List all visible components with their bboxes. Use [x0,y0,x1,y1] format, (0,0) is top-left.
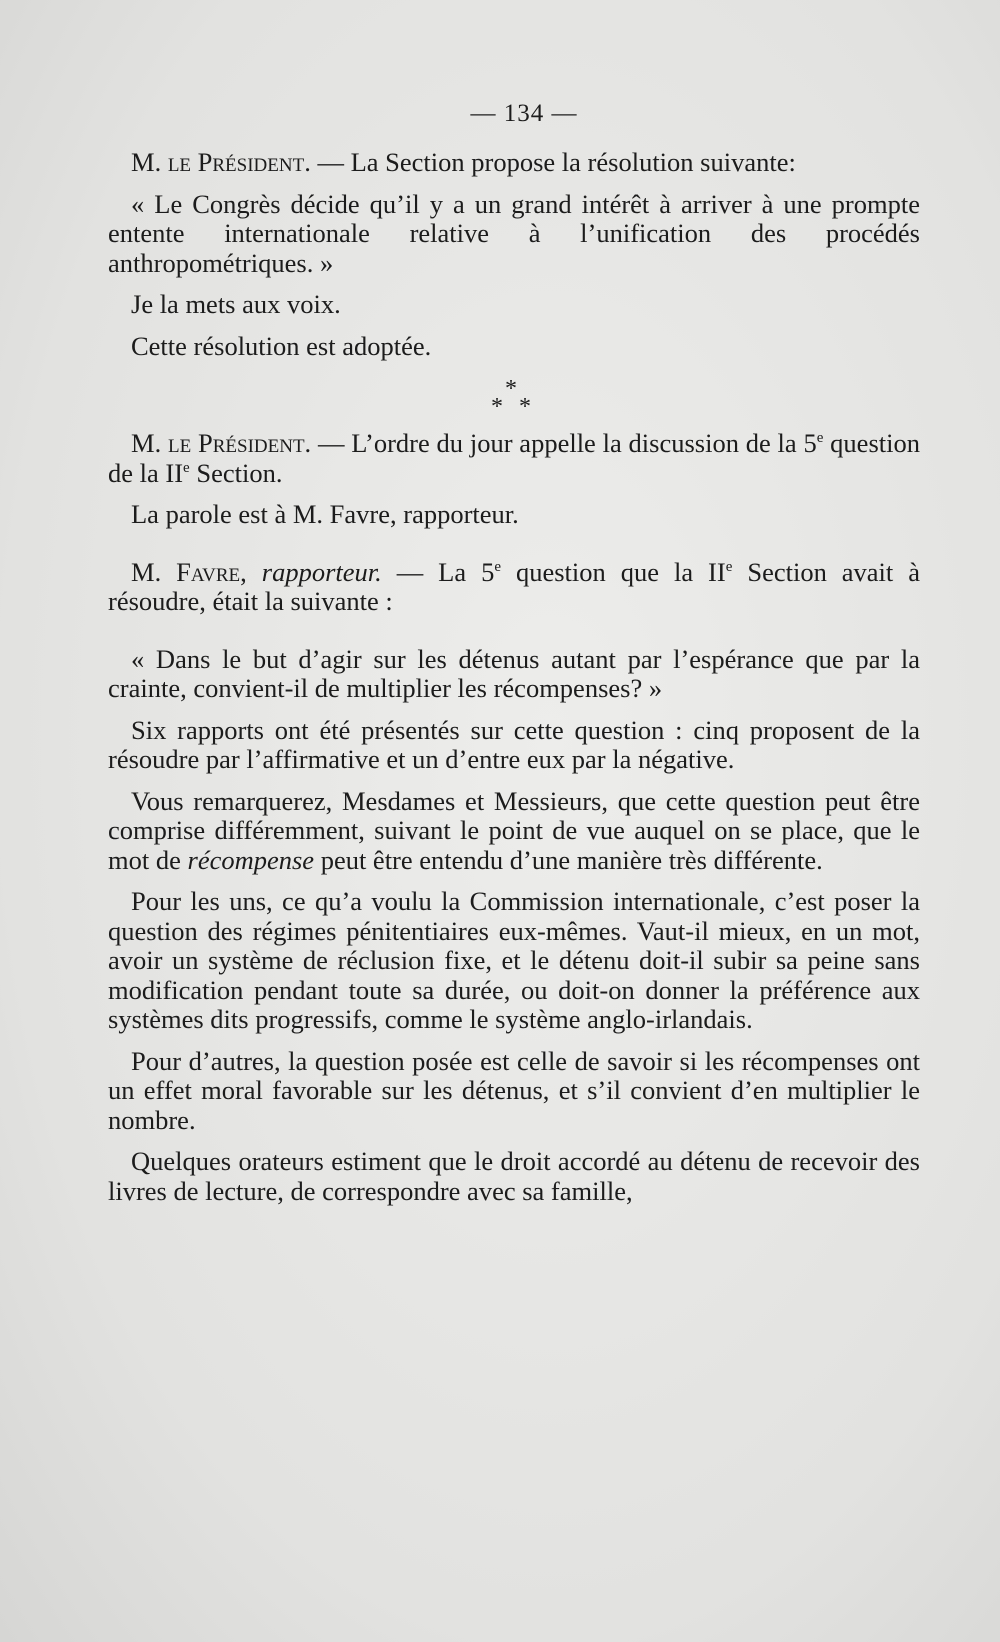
paragraph-vote-call: Je la mets aux voix. [131,289,341,319]
section-asterism [108,375,920,423]
paragraph-for-others: Pour d’autres, la question posée est celle de savoir si les récompenses ont un effet moral favorable sur les détenus, et s’il convient d’en multiplier le nombre. [108,1045,920,1135]
speaker-name: M. Favre, [131,556,247,587]
paragraph-floor-to-favre: La parole est à M. Favre, rapporteur. [131,499,519,529]
emphasis-word: récompense [187,844,315,875]
paragraph-text: — La Section propose la résolution suivante: [310,147,796,177]
paragraph-order-of-day: M. le Président. — L’ordre du jour appelle la discussion de la 5e question de la IIe Section. [108,428,920,488]
speaker-name: M. le Président. [131,428,312,458]
asterisk-right: * [519,394,531,420]
asterisk-left: * [491,394,503,420]
paragraph-some-speakers: Quelques orateurs estiment que le droit accordé au détenu de recevoir des livres de lecture, de correspondre avec sa famille, [108,1146,920,1206]
speaker-role: rapporteur. [246,556,382,587]
paragraph-favre-report: M. Favre, rapporteur. — La 5e question que la IIe Section avait à résoudre, était la suivante : [108,556,921,616]
speaker-name: M. le Président. [131,147,311,177]
page-number: — 134 — [470,100,578,127]
paragraph-interpretation: Vous remarquerez, Mesdames et Messieurs, que cette question peut être comprise différemment, suivant le point de vue auquel on se place, que le mot de récompense peut être entendu d’une manière très différente. [108,785,920,875]
paragraph-resolution-adopted: Cette résolution est adoptée. [131,330,432,361]
paragraph-six-reports: Six rapports ont été présentés sur cette question : cinq proposent de la résoudre par l’affirmative et un d’entre eux par la négative. [108,714,920,774]
asterisk-top: * [505,376,517,402]
paragraph-for-some: Pour les uns, ce qu’a voulu la Commission internationale, c’est poser la question des régimes pénitentiaires eux-mêmes. Vaut-il mieux, en un mot, avoir un système de réclusion fixe, et le détenu doit-il subir sa peine sans modification pendant toute sa durée, ou doit-on donner la préférence aux systèmes dits progressifs, comme le système anglo-irlandais. [108,886,920,1034]
page [108,100,920,1206]
paragraph-question-quote: « Dans le but d’agir sur les détenus autant par l’espérance que par la crainte, convient-il de multiplier les récompenses? » [108,643,920,703]
paragraph-resolution-quote: « Le Congrès décide qu’il y a un grand intérêt à arriver à une prompte entente internationale relative à l’unification des procédés anthropométriques. » [108,188,920,278]
paragraph-president-proposal [108,148,920,178]
